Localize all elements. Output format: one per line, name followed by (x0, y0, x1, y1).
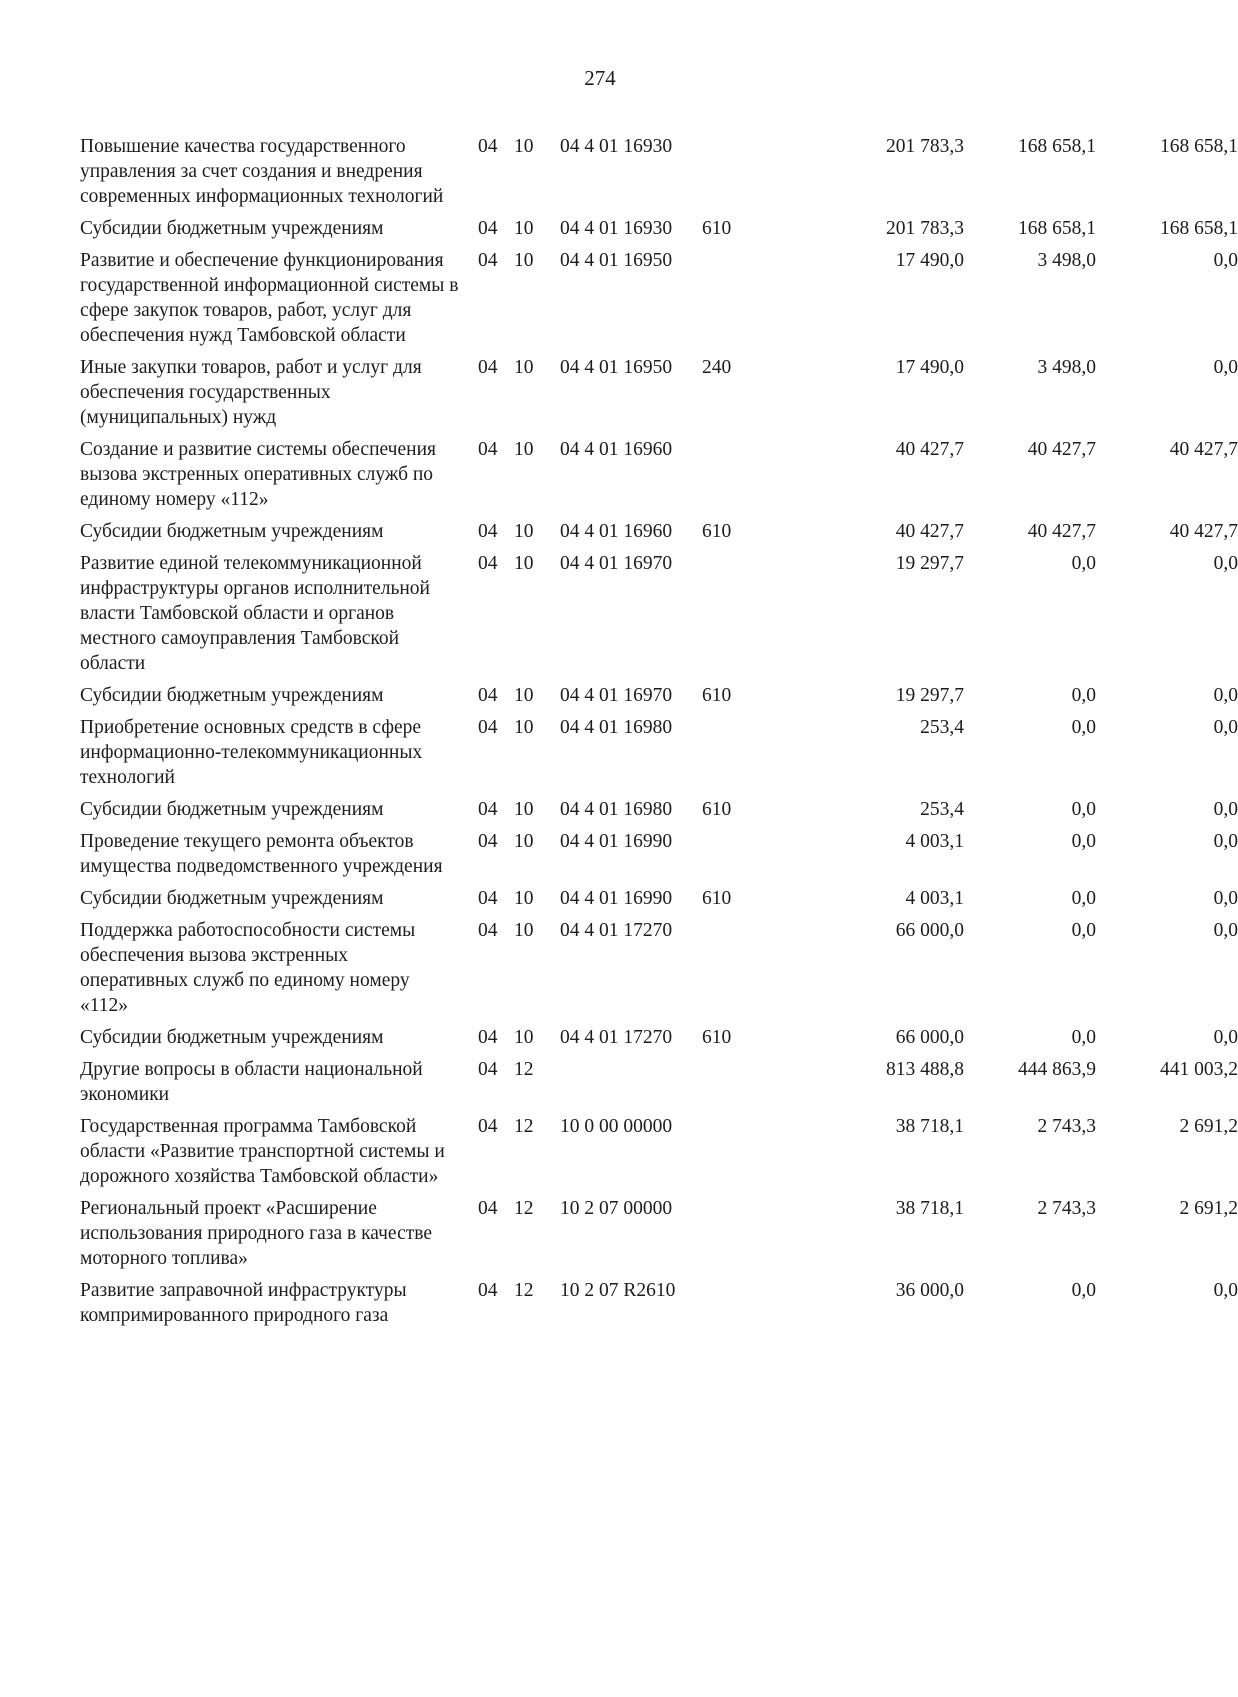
row-amount-2: 0,0 (1071, 1280, 1096, 1301)
row-amount-3: 2 691,2 (1179, 1198, 1238, 1219)
row-amount-1: 40 427,7 (895, 521, 964, 542)
table-row (80, 715, 1238, 790)
row-section: 04 (478, 1280, 498, 1301)
row-section: 04 (478, 1027, 498, 1048)
row-target-code: 04 4 01 17270 (560, 920, 673, 941)
row-name: Другие вопросы в области национальной экономики (80, 1059, 423, 1105)
table-row (80, 519, 1238, 544)
row-expense-type: 610 (702, 685, 732, 706)
table-row (80, 248, 1238, 348)
row-amount-1: 201 783,3 (886, 136, 964, 157)
row-section: 04 (478, 831, 498, 852)
row-amount-3: 0,0 (1213, 250, 1238, 271)
row-subsection: 12 (514, 1198, 534, 1219)
row-target-code: 04 4 01 16990 (560, 888, 673, 909)
row-target-code: 04 4 01 17270 (560, 1027, 673, 1048)
row-expense-type: 240 (702, 357, 732, 378)
row-section: 04 (478, 250, 498, 271)
table-row (80, 918, 1238, 1018)
row-amount-2: 444 863,9 (1018, 1059, 1096, 1080)
row-amount-2: 0,0 (1071, 920, 1096, 941)
row-amount-2: 0,0 (1071, 717, 1096, 738)
row-subsection: 12 (514, 1280, 534, 1301)
row-name: Субсидии бюджетным учреждениям (80, 218, 384, 239)
row-amount-2: 2 743,3 (1037, 1198, 1096, 1219)
row-subsection: 10 (514, 553, 534, 574)
row-target-code: 10 2 07 00000 (560, 1198, 673, 1219)
row-amount-3: 40 427,7 (1169, 439, 1238, 460)
row-amount-3: 168 658,1 (1160, 218, 1238, 239)
row-amount-3: 0,0 (1213, 685, 1238, 706)
table-row (80, 1057, 1238, 1107)
row-expense-type: 610 (702, 1027, 732, 1048)
row-name: Субсидии бюджетным учреждениям (80, 521, 384, 542)
row-amount-1: 17 490,0 (895, 250, 964, 271)
row-expense-type: 610 (702, 218, 732, 239)
row-amount-2: 168 658,1 (1018, 136, 1096, 157)
row-name: Развитие заправочной инфраструктуры компримированного природного газа (80, 1280, 407, 1326)
table-row (80, 1278, 1238, 1328)
row-target-code: 04 4 01 16980 (560, 717, 673, 738)
row-amount-3: 0,0 (1213, 831, 1238, 852)
row-amount-3: 0,0 (1213, 799, 1238, 820)
row-amount-1: 19 297,7 (895, 553, 964, 574)
row-subsection: 10 (514, 831, 534, 852)
row-target-code: 10 0 00 00000 (560, 1116, 673, 1137)
row-section: 04 (478, 888, 498, 909)
row-section: 04 (478, 553, 498, 574)
row-name: Повышение качества государственного управления за счет создания и внедрения современных информационных технологий (80, 136, 444, 207)
row-amount-3: 0,0 (1213, 1027, 1238, 1048)
row-expense-type: 610 (702, 888, 732, 909)
table-row (80, 1114, 1238, 1189)
row-target-code: 04 4 01 16980 (560, 799, 673, 820)
row-section: 04 (478, 920, 498, 941)
row-amount-2: 0,0 (1071, 831, 1096, 852)
table-row (80, 797, 1238, 822)
row-amount-1: 17 490,0 (895, 357, 964, 378)
row-name: Субсидии бюджетным учреждениям (80, 888, 384, 909)
row-name: Проведение текущего ремонта объектов имущества подведомственного учреждения (80, 831, 443, 877)
row-target-code: 04 4 01 16970 (560, 685, 673, 706)
row-target-code: 04 4 01 16950 (560, 250, 673, 271)
row-section: 04 (478, 685, 498, 706)
table-row (80, 1025, 1238, 1050)
row-section: 04 (478, 1116, 498, 1137)
row-subsection: 10 (514, 1027, 534, 1048)
row-subsection: 10 (514, 920, 534, 941)
row-amount-2: 2 743,3 (1037, 1116, 1096, 1137)
row-subsection: 10 (514, 218, 534, 239)
row-amount-3: 2 691,2 (1179, 1116, 1238, 1137)
row-subsection: 10 (514, 250, 534, 271)
row-amount-1: 40 427,7 (895, 439, 964, 460)
row-amount-2: 3 498,0 (1037, 250, 1096, 271)
row-section: 04 (478, 717, 498, 738)
row-amount-1: 253,4 (920, 717, 964, 738)
row-amount-3: 0,0 (1213, 553, 1238, 574)
row-name: Государственная программа Тамбовской области «Развитие транспортной системы и дорожного хозяйства Тамбовской области» (80, 1116, 445, 1187)
row-name: Субсидии бюджетным учреждениям (80, 1027, 384, 1048)
row-section: 04 (478, 136, 498, 157)
row-target-code: 04 4 01 16960 (560, 521, 673, 542)
row-amount-2: 0,0 (1071, 685, 1096, 706)
table-row (80, 886, 1238, 911)
row-amount-1: 4 003,1 (905, 831, 964, 852)
row-amount-3: 0,0 (1213, 717, 1238, 738)
row-subsection: 10 (514, 799, 534, 820)
row-subsection: 10 (514, 136, 534, 157)
row-name: Иные закупки товаров, работ и услуг для обеспечения государственных (муниципальных) нужд (80, 357, 422, 428)
row-amount-1: 4 003,1 (905, 888, 964, 909)
row-amount-3: 0,0 (1213, 1280, 1238, 1301)
row-expense-type: 610 (702, 799, 732, 820)
row-amount-3: 0,0 (1213, 920, 1238, 941)
table-row (80, 551, 1238, 676)
row-subsection: 12 (514, 1059, 534, 1080)
table-row (80, 829, 1238, 879)
row-target-code: 04 4 01 16930 (560, 218, 673, 239)
row-subsection: 10 (514, 888, 534, 909)
row-section: 04 (478, 799, 498, 820)
row-amount-1: 201 783,3 (886, 218, 964, 239)
row-subsection: 10 (514, 521, 534, 542)
row-section: 04 (478, 521, 498, 542)
row-name: Региональный проект «Расширение использования природного газа в качестве моторного топлива» (80, 1198, 432, 1269)
row-amount-2: 3 498,0 (1037, 357, 1096, 378)
row-name: Развитие единой телекоммуникационной инфраструктуры органов исполнительной власти Тамбовской области и органов местного самоуправления Тамбовской области (80, 553, 430, 674)
row-amount-2: 0,0 (1071, 888, 1096, 909)
row-subsection: 10 (514, 439, 534, 460)
row-amount-3: 0,0 (1213, 888, 1238, 909)
page-number: 274 (584, 66, 616, 90)
row-amount-1: 253,4 (920, 799, 964, 820)
row-amount-2: 0,0 (1071, 1027, 1096, 1048)
row-target-code: 04 4 01 16950 (560, 357, 673, 378)
row-amount-2: 0,0 (1071, 799, 1096, 820)
row-amount-1: 38 718,1 (895, 1198, 964, 1219)
row-amount-2: 40 427,7 (1027, 439, 1096, 460)
table-row (80, 683, 1238, 708)
row-section: 04 (478, 1198, 498, 1219)
row-section: 04 (478, 1059, 498, 1080)
row-amount-3: 40 427,7 (1169, 521, 1238, 542)
row-target-code: 04 4 01 16960 (560, 439, 673, 460)
row-amount-1: 38 718,1 (895, 1116, 964, 1137)
row-name: Поддержка работоспособности системы обеспечения вызова экстренных оперативных служб по единому номеру «112» (80, 920, 416, 1016)
row-name: Субсидии бюджетным учреждениям (80, 685, 384, 706)
row-section: 04 (478, 357, 498, 378)
table-row (80, 355, 1238, 430)
row-amount-2: 168 658,1 (1018, 218, 1096, 239)
row-amount-1: 66 000,0 (895, 1027, 964, 1048)
row-amount-3: 168 658,1 (1160, 136, 1238, 157)
row-target-code: 04 4 01 16930 (560, 136, 673, 157)
row-amount-3: 0,0 (1213, 357, 1238, 378)
table-row (80, 134, 1238, 209)
row-subsection: 10 (514, 685, 534, 706)
row-section: 04 (478, 439, 498, 460)
row-expense-type: 610 (702, 521, 732, 542)
row-amount-3: 441 003,2 (1160, 1059, 1238, 1080)
row-subsection: 10 (514, 717, 534, 738)
table-row (80, 437, 1238, 512)
row-subsection: 10 (514, 357, 534, 378)
row-amount-1: 66 000,0 (895, 920, 964, 941)
budget-table (80, 134, 1238, 1328)
table-row (80, 1196, 1238, 1271)
row-amount-1: 19 297,7 (895, 685, 964, 706)
row-target-code: 04 4 01 16970 (560, 553, 673, 574)
row-subsection: 12 (514, 1116, 534, 1137)
row-target-code: 04 4 01 16990 (560, 831, 673, 852)
row-section: 04 (478, 218, 498, 239)
row-amount-2: 0,0 (1071, 553, 1096, 574)
row-name: Приобретение основных средств в сфере информационно-телекоммуникационных технологий (80, 717, 423, 788)
row-target-code: 10 2 07 R2610 (560, 1280, 676, 1301)
row-amount-1: 813 488,8 (886, 1059, 964, 1080)
row-name: Создание и развитие системы обеспечения вызова экстренных оперативных служб по единому номеру «112» (80, 439, 436, 510)
row-amount-1: 36 000,0 (895, 1280, 964, 1301)
row-amount-2: 40 427,7 (1027, 521, 1096, 542)
table-row (80, 216, 1238, 241)
row-name: Развитие и обеспечение функционирования государственной информационной системы в сфере закупок товаров, работ, услуг для обеспечения нужд Тамбовской области (80, 250, 459, 346)
row-name: Субсидии бюджетным учреждениям (80, 799, 384, 820)
